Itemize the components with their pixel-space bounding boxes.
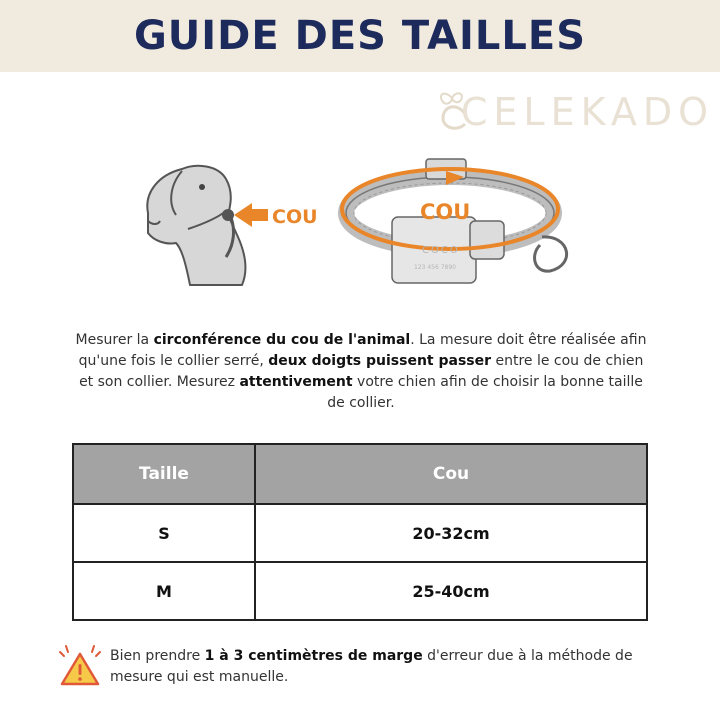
collar-cou-label: COU <box>420 200 471 224</box>
note-text <box>110 646 676 688</box>
instruction-text: entre le cou de chien et son collier. Mesurez <box>79 353 644 390</box>
table-row <box>73 562 647 620</box>
size-cell: M <box>73 562 255 620</box>
header-band <box>0 0 720 72</box>
warning-icon <box>56 642 104 690</box>
table-header-row <box>73 444 647 504</box>
size-table <box>72 443 648 621</box>
note-bold: 1 à 3 centimètres de marge <box>204 648 423 664</box>
measurement-illustration <box>130 145 590 305</box>
instruction-text: votre chien afin de choisir la bonne taille de collier. <box>327 374 643 411</box>
neck-range-cell: 25-40cm <box>255 562 647 620</box>
tag-phone: 123 456 7890 <box>414 264 456 271</box>
note-text-part: Bien prendre <box>110 648 205 664</box>
dog-cou-label: COU <box>272 206 318 228</box>
table-row <box>73 504 647 562</box>
dog-arrow-icon <box>234 203 268 227</box>
note-text-part: d'erreur due à la méthode de mesure qui est manuelle. <box>110 648 633 685</box>
neck-range-cell: 20-32cm <box>255 504 647 562</box>
instruction-bold: attentivement <box>239 374 353 390</box>
column-header-cou: Cou <box>255 444 647 504</box>
brand-logo <box>435 90 714 134</box>
measurement-instructions <box>72 330 650 414</box>
margin-note <box>56 646 676 690</box>
dog-head-icon <box>147 166 245 285</box>
tag-name: COCO <box>422 245 460 256</box>
page-title: GUIDE DES TAILLES <box>133 13 587 59</box>
size-cell: S <box>73 504 255 562</box>
instruction-bold: deux doigts puissent passer <box>268 353 492 369</box>
instruction-text: . La mesure doit être réalisée afin qu'une fois le collier serré, <box>78 332 647 369</box>
brand-name: CELEKADO <box>460 90 714 134</box>
column-header-taille: Taille <box>73 444 255 504</box>
instruction-bold: circonférence du cou de l'animal <box>153 332 411 348</box>
instruction-text: Mesurer la <box>75 332 154 348</box>
